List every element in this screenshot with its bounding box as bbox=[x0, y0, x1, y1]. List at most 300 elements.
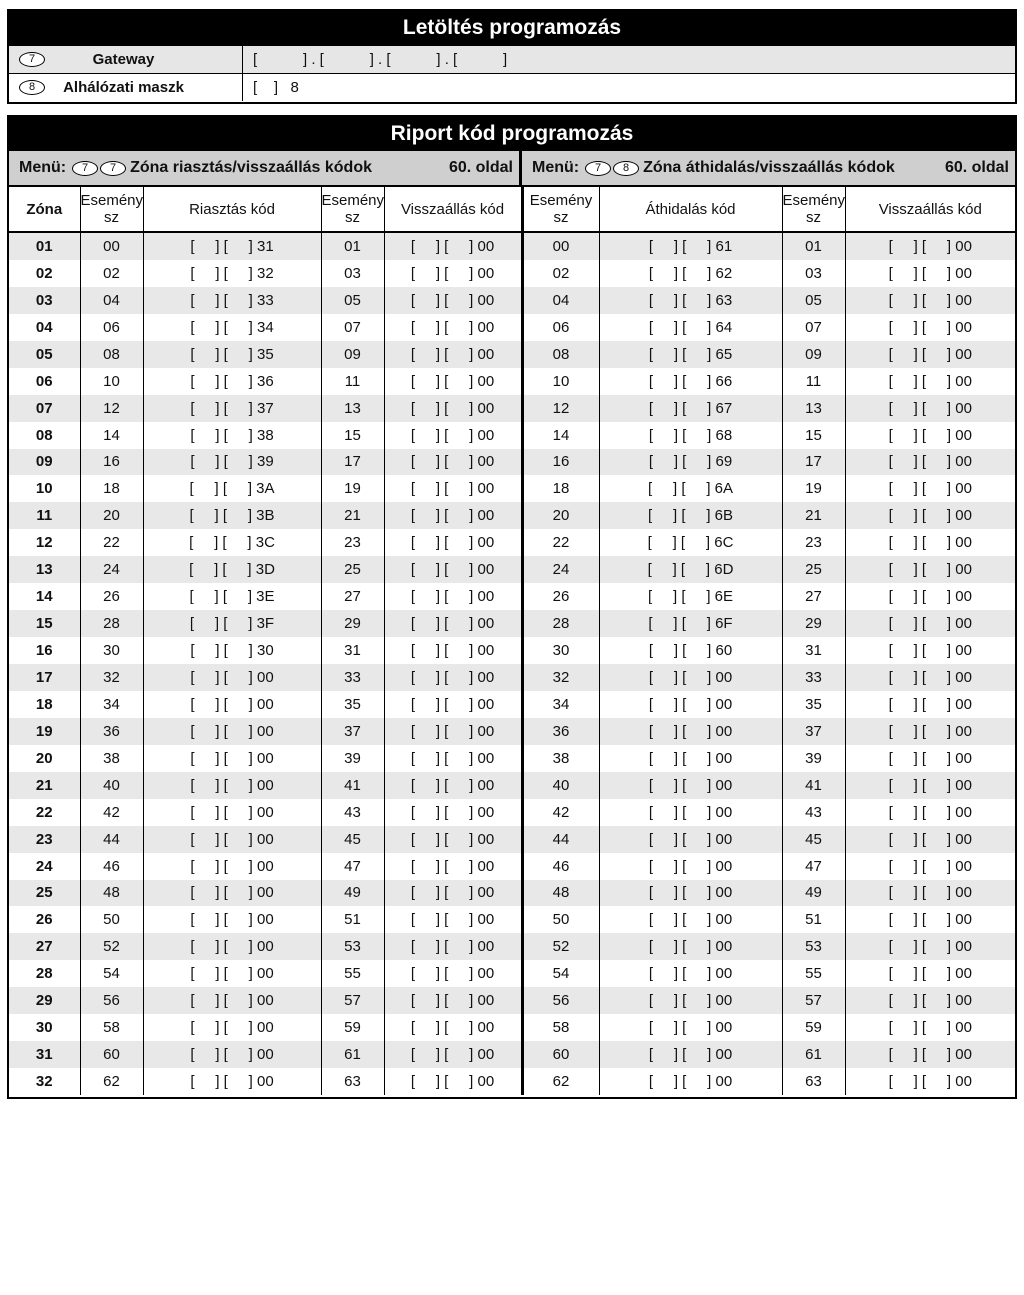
report-section-title: Riport kód programozás bbox=[9, 117, 1015, 151]
alarm-code-field[interactable]: [ ] [ ] 00 bbox=[143, 880, 321, 907]
download-section-title: Letöltés programozás bbox=[9, 11, 1015, 45]
zone-cell: 29 bbox=[9, 987, 80, 1014]
event-cell: 56 bbox=[522, 987, 599, 1014]
event-cell: 48 bbox=[80, 880, 143, 907]
restore-code-field[interactable]: [ ] [ ] 00 bbox=[845, 610, 1015, 637]
event-cell: 14 bbox=[522, 422, 599, 449]
event-cell: 53 bbox=[321, 933, 384, 960]
restore-code-field[interactable]: [ ] [ ] 00 bbox=[384, 1014, 522, 1041]
table-row bbox=[9, 232, 1015, 260]
bypass-code-field[interactable]: [ ] [ ] 62 bbox=[599, 260, 782, 287]
alarm-code-field[interactable]: [ ] [ ] 35 bbox=[143, 341, 321, 368]
restore-code-field[interactable]: [ ] [ ] 00 bbox=[384, 341, 522, 368]
event-cell: 45 bbox=[321, 826, 384, 853]
alarm-code-field[interactable]: [ ] [ ] 3A bbox=[143, 475, 321, 502]
event-cell: 35 bbox=[782, 691, 845, 718]
event-cell: 37 bbox=[782, 718, 845, 745]
restore-code-field[interactable]: [ ] [ ] 00 bbox=[888, 534, 972, 552]
alarm-code-field[interactable]: [ ] [ ] 00 bbox=[143, 799, 321, 826]
alarm-code-field[interactable]: [ ] [ ] 38 bbox=[143, 422, 321, 449]
event-cell: 51 bbox=[782, 906, 845, 933]
event-cell: 54 bbox=[80, 960, 143, 987]
report-code-table bbox=[9, 187, 1015, 1095]
restore-code-field[interactable]: [ ] [ ] 00 bbox=[384, 745, 522, 772]
event-cell: 15 bbox=[782, 422, 845, 449]
event-cell: 63 bbox=[321, 1068, 384, 1095]
event-cell: 52 bbox=[522, 933, 599, 960]
bypass-code-field[interactable]: [ ] [ ] 00 bbox=[599, 1014, 782, 1041]
restore-code-field[interactable]: [ ] [ ] 00 bbox=[845, 232, 1015, 260]
event-cell: 24 bbox=[522, 556, 599, 583]
zone-cell: 27 bbox=[9, 933, 80, 960]
zone-cell: 26 bbox=[9, 906, 80, 933]
alarm-code-field[interactable]: [ ] [ ] 39 bbox=[143, 449, 321, 476]
gateway-row bbox=[9, 45, 1015, 73]
event-cell: 47 bbox=[321, 853, 384, 880]
restore-code-field[interactable]: [ ] [ ] 00 bbox=[888, 695, 972, 713]
table-row bbox=[9, 610, 1015, 637]
header-event: Esemény sz bbox=[321, 187, 384, 232]
restore-code-field[interactable]: [ ] [ ] 00 bbox=[888, 965, 972, 983]
header-bypass-code: Áthidalás kód bbox=[599, 187, 782, 232]
event-cell: 36 bbox=[522, 718, 599, 745]
restore-code-field[interactable]: [ ] [ ] 00 bbox=[384, 1041, 522, 1068]
restore-code-field[interactable]: [ ] [ ] 00 bbox=[845, 449, 1015, 476]
event-cell: 14 bbox=[80, 422, 143, 449]
event-cell: 51 bbox=[321, 906, 384, 933]
event-cell: 31 bbox=[321, 637, 384, 664]
event-cell: 39 bbox=[321, 745, 384, 772]
bypass-code-field[interactable]: [ ] [ ] 69 bbox=[599, 449, 782, 476]
restore-code-field[interactable]: [ ] [ ] 00 bbox=[888, 911, 972, 929]
bypass-code-field[interactable]: [ ] [ ] 66 bbox=[599, 368, 782, 395]
table-row bbox=[9, 556, 1015, 583]
bypass-code-field[interactable]: [ ] [ ] 63 bbox=[599, 287, 782, 314]
alarm-code-field[interactable]: [ ] [ ] 33 bbox=[143, 287, 321, 314]
restore-code-field[interactable]: [ ] [ ] 00 bbox=[384, 772, 522, 799]
zone-cell: 07 bbox=[9, 395, 80, 422]
bypass-code-field[interactable]: [ ] [ ] 00 bbox=[599, 1041, 782, 1068]
bypass-code-field[interactable]: [ ] [ ] 00 bbox=[599, 1068, 782, 1095]
bypass-code-field[interactable]: [ ] [ ] 00 bbox=[599, 933, 782, 960]
table-row bbox=[9, 502, 1015, 529]
event-cell: 20 bbox=[522, 502, 599, 529]
table-row bbox=[9, 314, 1015, 341]
table-row bbox=[9, 799, 1015, 826]
event-cell: 22 bbox=[522, 529, 599, 556]
table-row bbox=[9, 1068, 1015, 1095]
alarm-code-field[interactable]: [ ] [ ] 31 bbox=[143, 232, 321, 260]
bypass-code-field[interactable]: [ ] [ ] 6C bbox=[599, 529, 782, 556]
event-cell: 60 bbox=[522, 1041, 599, 1068]
table-body bbox=[9, 232, 1015, 1095]
report-code-section bbox=[7, 115, 1017, 1099]
event-cell: 60 bbox=[80, 1041, 143, 1068]
restore-code-field[interactable]: [ ] [ ] 00 bbox=[888, 426, 972, 444]
event-cell: 08 bbox=[80, 341, 143, 368]
event-cell: 40 bbox=[80, 772, 143, 799]
header-alarm-code: Riasztás kód bbox=[143, 187, 321, 232]
zone-cell: 09 bbox=[9, 449, 80, 476]
alarm-code-field[interactable]: [ ] [ ] 00 bbox=[143, 772, 321, 799]
event-cell: 43 bbox=[782, 799, 845, 826]
restore-code-field[interactable]: [ ] [ ] 00 bbox=[888, 372, 972, 390]
event-cell: 04 bbox=[522, 287, 599, 314]
alarm-code-field[interactable]: [ ] [ ] 00 bbox=[143, 691, 321, 718]
event-cell: 27 bbox=[782, 583, 845, 610]
download-programming-section bbox=[7, 9, 1017, 104]
table-row bbox=[9, 529, 1015, 556]
event-cell: 18 bbox=[522, 475, 599, 502]
event-cell: 45 bbox=[782, 826, 845, 853]
menu-title: Zóna riasztás/visszaállás kódok bbox=[130, 159, 372, 176]
restore-code-field[interactable]: [ ] [ ] 00 bbox=[384, 422, 522, 449]
restore-code-field[interactable]: [ ] [ ] 00 bbox=[888, 749, 972, 767]
event-cell: 53 bbox=[782, 933, 845, 960]
zone-cell: 11 bbox=[9, 502, 80, 529]
event-cell: 25 bbox=[782, 556, 845, 583]
restore-code-field[interactable]: [ ] [ ] 00 bbox=[384, 637, 522, 664]
event-cell: 24 bbox=[80, 556, 143, 583]
event-cell: 12 bbox=[80, 395, 143, 422]
header-zone: Zóna bbox=[9, 187, 80, 232]
event-cell: 02 bbox=[522, 260, 599, 287]
alarm-code-field[interactable]: [ ] [ ] 00 bbox=[143, 960, 321, 987]
event-cell: 41 bbox=[782, 772, 845, 799]
alarm-code-field[interactable]: [ ] [ ] 00 bbox=[143, 1068, 321, 1095]
restore-code-field[interactable]: [ ] [ ] 00 bbox=[384, 395, 522, 422]
zone-cell: 12 bbox=[9, 529, 80, 556]
zone-cell: 01 bbox=[9, 232, 80, 260]
restore-code-field[interactable]: [ ] [ ] 00 bbox=[845, 556, 1015, 583]
event-cell: 05 bbox=[321, 287, 384, 314]
event-cell: 44 bbox=[522, 826, 599, 853]
menu-title: Zóna áthidalás/visszaállás kódok bbox=[643, 159, 895, 176]
restore-code-field[interactable]: [ ] [ ] 00 bbox=[384, 449, 522, 476]
menu-key-7-icon: 7 bbox=[72, 161, 98, 176]
bypass-code-field[interactable]: [ ] [ ] 00 bbox=[599, 691, 782, 718]
event-cell: 18 bbox=[80, 475, 143, 502]
event-cell: 01 bbox=[782, 232, 845, 260]
bypass-code-field[interactable]: [ ] [ ] 6B bbox=[599, 502, 782, 529]
restore-code-field[interactable]: [ ] [ ] 00 bbox=[384, 556, 522, 583]
event-cell: 59 bbox=[782, 1014, 845, 1041]
restore-code-field[interactable]: [ ] [ ] 00 bbox=[888, 318, 972, 336]
event-cell: 28 bbox=[80, 610, 143, 637]
event-cell: 03 bbox=[782, 260, 845, 287]
event-cell: 38 bbox=[522, 745, 599, 772]
event-cell: 62 bbox=[522, 1068, 599, 1095]
zone-cell: 18 bbox=[9, 691, 80, 718]
event-cell: 57 bbox=[782, 987, 845, 1014]
event-cell: 26 bbox=[522, 583, 599, 610]
bypass-code-field[interactable]: [ ] [ ] 6A bbox=[599, 475, 782, 502]
bypass-code-field[interactable]: [ ] [ ] 6D bbox=[599, 556, 782, 583]
header-restore-code: Visszaállás kód bbox=[384, 187, 522, 232]
restore-code-field[interactable]: [ ] [ ] 00 bbox=[384, 368, 522, 395]
restore-code-field[interactable]: [ ] [ ] 00 bbox=[384, 826, 522, 853]
restore-code-field[interactable]: [ ] [ ] 00 bbox=[384, 799, 522, 826]
table-row bbox=[9, 583, 1015, 610]
restore-code-field[interactable]: [ ] [ ] 00 bbox=[845, 718, 1015, 745]
event-cell: 23 bbox=[321, 529, 384, 556]
event-cell: 58 bbox=[522, 1014, 599, 1041]
restore-code-field[interactable]: [ ] [ ] 00 bbox=[888, 1019, 972, 1037]
menu-zone-bypass-restore bbox=[522, 151, 1015, 185]
event-cell: 19 bbox=[782, 475, 845, 502]
zone-cell: 02 bbox=[9, 260, 80, 287]
event-cell: 54 bbox=[522, 960, 599, 987]
bypass-code-field[interactable]: [ ] [ ] 00 bbox=[599, 960, 782, 987]
table-row bbox=[9, 368, 1015, 395]
alarm-code-field[interactable]: [ ] [ ] 00 bbox=[143, 987, 321, 1014]
event-cell: 46 bbox=[80, 853, 143, 880]
menu-key-8-icon: 8 bbox=[19, 80, 45, 95]
table-row bbox=[9, 987, 1015, 1014]
restore-code-field[interactable]: [ ] [ ] 00 bbox=[384, 987, 522, 1014]
event-cell: 57 bbox=[321, 987, 384, 1014]
event-cell: 02 bbox=[80, 260, 143, 287]
zone-cell: 22 bbox=[9, 799, 80, 826]
event-cell: 40 bbox=[522, 772, 599, 799]
bypass-code-field[interactable]: [ ] [ ] 67 bbox=[599, 395, 782, 422]
alarm-code-field[interactable]: [ ] [ ] 00 bbox=[143, 853, 321, 880]
alarm-code-field[interactable]: [ ] [ ] 37 bbox=[143, 395, 321, 422]
restore-code-field[interactable]: [ ] [ ] 00 bbox=[888, 642, 972, 660]
event-cell: 01 bbox=[321, 232, 384, 260]
table-row bbox=[9, 475, 1015, 502]
bypass-code-field[interactable]: [ ] [ ] 00 bbox=[599, 772, 782, 799]
restore-code-field[interactable]: [ ] [ ] 00 bbox=[845, 880, 1015, 907]
bypass-code-field[interactable]: [ ] [ ] 68 bbox=[599, 422, 782, 449]
restore-code-field[interactable]: [ ] [ ] 00 bbox=[384, 664, 522, 691]
event-cell: 33 bbox=[782, 664, 845, 691]
event-cell: 49 bbox=[321, 880, 384, 907]
bypass-code-field[interactable]: [ ] [ ] 00 bbox=[599, 718, 782, 745]
restore-code-field[interactable]: [ ] [ ] 00 bbox=[384, 475, 522, 502]
alarm-code-field[interactable]: [ ] [ ] 3C bbox=[143, 529, 321, 556]
event-cell: 35 bbox=[321, 691, 384, 718]
table-row bbox=[9, 422, 1015, 449]
bypass-code-field[interactable]: [ ] [ ] 00 bbox=[599, 745, 782, 772]
restore-code-field[interactable]: [ ] [ ] 00 bbox=[888, 588, 972, 606]
alarm-code-field[interactable]: [ ] [ ] 00 bbox=[143, 826, 321, 853]
bypass-code-field[interactable]: [ ] [ ] 6E bbox=[599, 583, 782, 610]
restore-code-field[interactable]: [ ] [ ] 00 bbox=[384, 529, 522, 556]
restore-code-field[interactable]: [ ] [ ] 00 bbox=[384, 502, 522, 529]
event-cell: 52 bbox=[80, 933, 143, 960]
event-cell: 00 bbox=[522, 232, 599, 260]
menu-key-7-icon: 7 bbox=[19, 52, 45, 67]
bypass-code-field[interactable]: [ ] [ ] 64 bbox=[599, 314, 782, 341]
restore-code-field[interactable]: [ ] [ ] 00 bbox=[384, 853, 522, 880]
bypass-code-field[interactable]: [ ] [ ] 00 bbox=[599, 826, 782, 853]
event-cell: 38 bbox=[80, 745, 143, 772]
subnet-mask-row bbox=[9, 73, 1015, 101]
table-row bbox=[9, 691, 1015, 718]
table-row bbox=[9, 1041, 1015, 1068]
event-cell: 61 bbox=[782, 1041, 845, 1068]
event-cell: 36 bbox=[80, 718, 143, 745]
restore-code-field[interactable]: [ ] [ ] 00 bbox=[384, 691, 522, 718]
event-cell: 16 bbox=[522, 449, 599, 476]
alarm-code-field[interactable]: [ ] [ ] 32 bbox=[143, 260, 321, 287]
event-cell: 50 bbox=[80, 906, 143, 933]
restore-code-field[interactable]: [ ] [ ] 00 bbox=[384, 314, 522, 341]
event-cell: 06 bbox=[80, 314, 143, 341]
event-cell: 42 bbox=[522, 799, 599, 826]
event-cell: 55 bbox=[321, 960, 384, 987]
zone-cell: 03 bbox=[9, 287, 80, 314]
restore-code-field[interactable]: [ ] [ ] 00 bbox=[845, 664, 1015, 691]
table-row bbox=[9, 637, 1015, 664]
menu-key-7-icon: 7 bbox=[100, 161, 126, 176]
restore-code-field[interactable]: [ ] [ ] 00 bbox=[384, 906, 522, 933]
event-cell: 37 bbox=[321, 718, 384, 745]
event-cell: 00 bbox=[80, 232, 143, 260]
alarm-code-field[interactable]: [ ] [ ] 00 bbox=[143, 664, 321, 691]
alarm-code-field[interactable]: [ ] [ ] 00 bbox=[143, 933, 321, 960]
event-cell: 16 bbox=[80, 449, 143, 476]
restore-code-field[interactable]: [ ] [ ] 00 bbox=[384, 260, 522, 287]
zone-cell: 05 bbox=[9, 341, 80, 368]
restore-code-field[interactable]: [ ] [ ] 00 bbox=[845, 1041, 1015, 1068]
event-cell: 44 bbox=[80, 826, 143, 853]
alarm-code-field[interactable]: [ ] [ ] 3E bbox=[143, 583, 321, 610]
restore-code-field[interactable]: [ ] [ ] 00 bbox=[888, 264, 972, 282]
bypass-code-field[interactable]: [ ] [ ] 00 bbox=[599, 906, 782, 933]
menu-page: 60. oldal bbox=[448, 159, 513, 176]
restore-code-field[interactable]: [ ] [ ] 00 bbox=[384, 232, 522, 260]
alarm-code-field[interactable]: [ ] [ ] 3B bbox=[143, 502, 321, 529]
zone-cell: 17 bbox=[9, 664, 80, 691]
zone-cell: 16 bbox=[9, 637, 80, 664]
zone-cell: 15 bbox=[9, 610, 80, 637]
alarm-code-field[interactable]: [ ] [ ] 00 bbox=[143, 745, 321, 772]
table-row bbox=[9, 745, 1015, 772]
event-cell: 48 bbox=[522, 880, 599, 907]
zone-cell: 23 bbox=[9, 826, 80, 853]
alarm-code-field[interactable]: [ ] [ ] 3F bbox=[143, 610, 321, 637]
alarm-code-field[interactable]: [ ] [ ] 00 bbox=[143, 1014, 321, 1041]
zone-cell: 24 bbox=[9, 853, 80, 880]
alarm-code-field[interactable]: [ ] [ ] 00 bbox=[143, 1041, 321, 1068]
bypass-code-field[interactable]: [ ] [ ] 00 bbox=[599, 987, 782, 1014]
menu-key-7-icon: 7 bbox=[585, 161, 611, 176]
alarm-code-field[interactable]: [ ] [ ] 00 bbox=[143, 906, 321, 933]
restore-code-field[interactable]: [ ] [ ] 00 bbox=[384, 718, 522, 745]
table-header bbox=[9, 187, 1015, 232]
restore-code-field[interactable]: [ ] [ ] 00 bbox=[888, 1073, 972, 1091]
event-cell: 47 bbox=[782, 853, 845, 880]
event-cell: 17 bbox=[782, 449, 845, 476]
restore-code-field[interactable]: [ ] [ ] 00 bbox=[845, 395, 1015, 422]
event-cell: 10 bbox=[80, 368, 143, 395]
subnet-mask-value[interactable]: [ ] 8 bbox=[253, 79, 299, 96]
restore-code-field[interactable]: [ ] [ ] 00 bbox=[888, 480, 972, 498]
alarm-code-field[interactable]: [ ] [ ] 00 bbox=[143, 718, 321, 745]
restore-code-field[interactable]: [ ] [ ] 00 bbox=[845, 933, 1015, 960]
event-cell: 09 bbox=[321, 341, 384, 368]
bypass-code-field[interactable]: [ ] [ ] 61 bbox=[599, 232, 782, 260]
restore-code-field[interactable]: [ ] [ ] 00 bbox=[384, 287, 522, 314]
zone-cell: 25 bbox=[9, 880, 80, 907]
table-row bbox=[9, 395, 1015, 422]
header-restore-code: Visszaállás kód bbox=[845, 187, 1015, 232]
table-row bbox=[9, 1014, 1015, 1041]
alarm-code-field[interactable]: [ ] [ ] 34 bbox=[143, 314, 321, 341]
restore-code-field[interactable]: [ ] [ ] 00 bbox=[845, 826, 1015, 853]
event-cell: 34 bbox=[522, 691, 599, 718]
bypass-code-field[interactable]: [ ] [ ] 00 bbox=[599, 880, 782, 907]
event-cell: 32 bbox=[522, 664, 599, 691]
alarm-code-field[interactable]: [ ] [ ] 36 bbox=[143, 368, 321, 395]
restore-code-field[interactable]: [ ] [ ] 00 bbox=[384, 960, 522, 987]
zone-cell: 20 bbox=[9, 745, 80, 772]
bypass-code-field[interactable]: [ ] [ ] 65 bbox=[599, 341, 782, 368]
bypass-code-field[interactable]: [ ] [ ] 00 bbox=[599, 799, 782, 826]
zone-cell: 08 bbox=[9, 422, 80, 449]
zone-cell: 30 bbox=[9, 1014, 80, 1041]
restore-code-field[interactable]: [ ] [ ] 00 bbox=[384, 583, 522, 610]
restore-code-field[interactable]: [ ] [ ] 00 bbox=[845, 341, 1015, 368]
event-cell: 62 bbox=[80, 1068, 143, 1095]
event-cell: 12 bbox=[522, 395, 599, 422]
event-cell: 30 bbox=[80, 637, 143, 664]
event-cell: 22 bbox=[80, 529, 143, 556]
event-cell: 46 bbox=[522, 853, 599, 880]
restore-code-field[interactable]: [ ] [ ] 00 bbox=[888, 803, 972, 821]
restore-code-field[interactable]: [ ] [ ] 00 bbox=[888, 857, 972, 875]
event-cell: 27 bbox=[321, 583, 384, 610]
bypass-code-field[interactable]: [ ] [ ] 00 bbox=[599, 664, 782, 691]
event-cell: 30 bbox=[522, 637, 599, 664]
table-row bbox=[9, 718, 1015, 745]
event-cell: 03 bbox=[321, 260, 384, 287]
restore-code-field[interactable]: [ ] [ ] 00 bbox=[845, 772, 1015, 799]
bypass-code-field[interactable]: [ ] [ ] 60 bbox=[599, 637, 782, 664]
event-cell: 50 bbox=[522, 906, 599, 933]
event-cell: 09 bbox=[782, 341, 845, 368]
table-row bbox=[9, 449, 1015, 476]
restore-code-field[interactable]: [ ] [ ] 00 bbox=[845, 287, 1015, 314]
zone-cell: 32 bbox=[9, 1068, 80, 1095]
event-cell: 43 bbox=[321, 799, 384, 826]
gateway-value[interactable]: [ ] . [ ] . [ ] . [ ] bbox=[253, 51, 508, 68]
event-cell: 61 bbox=[321, 1041, 384, 1068]
restore-code-field[interactable]: [ ] [ ] 00 bbox=[845, 987, 1015, 1014]
zone-cell: 06 bbox=[9, 368, 80, 395]
table-row bbox=[9, 853, 1015, 880]
alarm-code-field[interactable]: [ ] [ ] 3D bbox=[143, 556, 321, 583]
restore-code-field[interactable]: [ ] [ ] 00 bbox=[384, 880, 522, 907]
event-cell: 41 bbox=[321, 772, 384, 799]
table-row bbox=[9, 906, 1015, 933]
bypass-code-field[interactable]: [ ] [ ] 00 bbox=[599, 853, 782, 880]
zone-cell: 14 bbox=[9, 583, 80, 610]
event-cell: 26 bbox=[80, 583, 143, 610]
event-cell: 21 bbox=[782, 502, 845, 529]
alarm-code-field[interactable]: [ ] [ ] 30 bbox=[143, 637, 321, 664]
restore-code-field[interactable]: [ ] [ ] 00 bbox=[384, 610, 522, 637]
restore-code-field[interactable]: [ ] [ ] 00 bbox=[845, 502, 1015, 529]
table-row bbox=[9, 933, 1015, 960]
menu-prefix: Menü: bbox=[19, 159, 67, 176]
bypass-code-field[interactable]: [ ] [ ] 6F bbox=[599, 610, 782, 637]
restore-code-field[interactable]: [ ] [ ] 00 bbox=[384, 1068, 522, 1095]
restore-code-field[interactable]: [ ] [ ] 00 bbox=[384, 933, 522, 960]
menu-prefix: Menü: bbox=[532, 159, 580, 176]
